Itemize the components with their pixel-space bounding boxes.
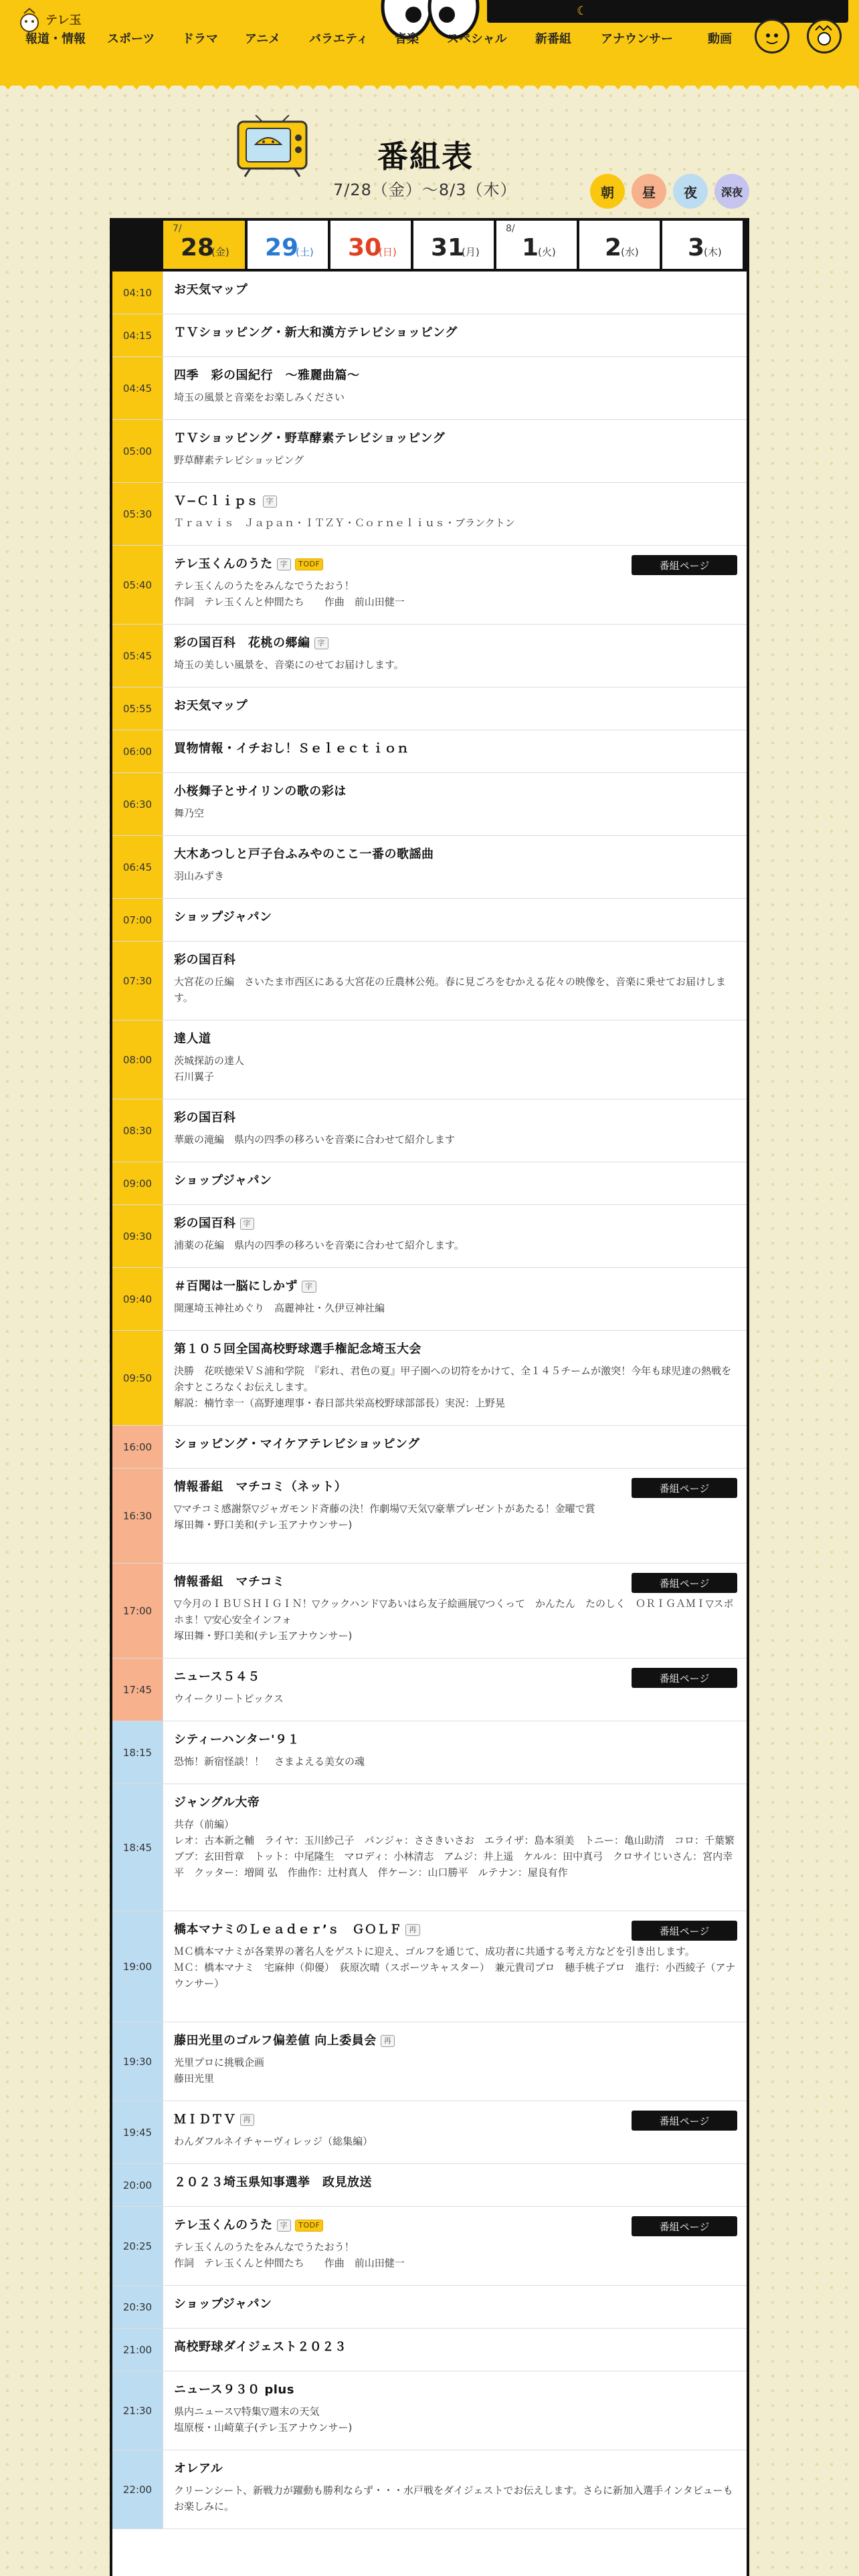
program-content (174, 2111, 737, 2149)
program-badge: 字 (240, 1218, 255, 1230)
program-content (174, 324, 737, 342)
program-row (112, 942, 747, 1021)
program-description: 埼玉の美しい風景を、音楽にのせてお届けします。 (174, 659, 404, 671)
program-title-text: テレ玉くんのうた (174, 2218, 273, 2232)
program-time: 21:00 (112, 2329, 163, 2371)
program-row (112, 2022, 747, 2101)
program-time: 20:30 (112, 2286, 163, 2328)
program-row (112, 2286, 747, 2329)
program-time: 05:30 (112, 483, 163, 545)
program-badge: 字 (277, 2220, 292, 2232)
program-title[interactable] (174, 634, 737, 653)
program-title-text: 彩の国百科 (174, 1216, 236, 1230)
program-content (174, 366, 737, 405)
date-range: 7/28（金）〜8/3（木） (333, 181, 517, 199)
nav-news[interactable]: 報道・情報 (25, 32, 86, 46)
program-time: 21:30 (112, 2371, 163, 2450)
program-description: 埼玉の風景と音楽をお楽しみください (174, 391, 345, 403)
date-tab-day: 31 (431, 234, 465, 261)
program-content (174, 555, 737, 610)
date-tab[interactable] (579, 221, 660, 269)
program-description: 県内ニュース▽特集▽週末の天気 塩原桜・山崎菓子(テレ玉アナウンサー) (174, 2405, 353, 2434)
program-badge: 字 (277, 558, 292, 570)
program-description: 共存（前編） レオ：古本新之輔 ライヤ：玉川紗己子 パンジャ：ささきいさお エライザ：島本須美 トニー：亀山助清 コロ：千葉繁 ブブ：玄田哲章 トット：中尾隆生 マロディ：小林清志 アムジ：井上遥 ケルル：田中真弓 クロサイじいさん：宮内幸平 クッター：増岡 弘 作曲作：辻村真人 伴ケーン：山口勝平 ルテナン：屋良有作 (174, 1818, 735, 1879)
program-content (174, 1214, 737, 1253)
program-content (174, 1731, 737, 1769)
date-tab[interactable] (248, 221, 328, 269)
page-title: 番組表 (377, 138, 474, 175)
program-title-text: ニュース５４５ (174, 1670, 260, 1684)
program-title[interactable] (174, 1794, 737, 1812)
program-time: 06:00 (112, 730, 163, 772)
date-tab-day: 30 (348, 234, 382, 261)
program-title[interactable] (174, 429, 737, 448)
program-time: 05:00 (112, 420, 163, 482)
program-title[interactable] (174, 1172, 737, 1190)
program-title[interactable] (174, 697, 737, 716)
program-description: わんダフルネイチャーヴィレッジ（総集編） (174, 2135, 373, 2147)
nav-special[interactable]: スペシャル (447, 32, 507, 46)
date-tab-day: 28 (181, 234, 215, 261)
program-title[interactable] (174, 1731, 737, 1749)
program-row (112, 1021, 747, 1099)
program-title-text: ショップジャパン (174, 2297, 272, 2311)
program-time: 16:30 (112, 1469, 163, 1563)
morning-button[interactable]: 朝 (590, 174, 625, 209)
program-title-text: お天気マップ (174, 283, 248, 297)
afternoon-button[interactable]: 昼 (632, 174, 666, 209)
nav-sports[interactable]: スポーツ (107, 32, 155, 46)
program-content (174, 2032, 737, 2086)
program-badge: TODF (295, 2220, 323, 2232)
program-description: 野草酵素テレビショッピング (174, 454, 304, 466)
program-title[interactable] (174, 1277, 737, 1296)
nav-announcer[interactable]: アナウンサー (601, 32, 673, 46)
program-title-text: Ｖ−Ｃｌｉｐｓ (174, 494, 259, 508)
program-row (112, 1469, 747, 1564)
program-time: 20:25 (112, 2207, 163, 2285)
program-description: 光里プロに挑戦企画 藤田光里 (174, 2056, 265, 2084)
program-time: 06:45 (112, 836, 163, 898)
program-title[interactable] (174, 2295, 737, 2314)
program-title-text: 大木あつしと戸子台ふみやのここ一番の歌謡曲 (174, 847, 434, 861)
program-row (112, 1658, 747, 1721)
program-time: 09:40 (112, 1268, 163, 1330)
mascot-icon[interactable] (755, 19, 789, 53)
nav-drama[interactable]: ドラマ (182, 32, 218, 46)
program-badge: 字 (302, 1281, 316, 1293)
date-tab-day: 29 (265, 234, 299, 261)
program-time: 18:15 (112, 1721, 163, 1784)
program-row (112, 1162, 747, 1205)
program-title[interactable] (174, 740, 737, 758)
program-title-text: 彩の国百科 花桃の郷編 (174, 636, 310, 650)
program-row (112, 730, 747, 773)
program-row (112, 1099, 747, 1162)
program-content (174, 429, 737, 468)
program-time: 22:00 (112, 2450, 163, 2529)
program-title[interactable] (174, 2173, 737, 2192)
program-description: 茨城探訪の達人 石川翼子 (174, 1055, 245, 1083)
program-title[interactable] (174, 1214, 737, 1233)
program-page-button[interactable]: 番組ページ (632, 2216, 737, 2236)
program-title[interactable] (174, 1435, 737, 1454)
moon-icon: ☾ (577, 4, 588, 18)
program-title[interactable] (174, 951, 737, 970)
program-row (112, 836, 747, 899)
program-time: 19:00 (112, 1911, 163, 2022)
program-row (112, 2207, 747, 2286)
program-badge: 再 (240, 2114, 255, 2126)
program-title-text: 高校野球ダイジェスト２０２３ (174, 2340, 347, 2354)
program-description: ▽今月のＩＢＵＳＨＩＧＩＮ！▽クックハンド▽あいはら友子絵画展▽つくって かんたん たのしく ＯＲＩＧＡＭＩ▽スポホま！▽安心安全インフォ 塚田舞・野口美和(テレ玉アナウンサー) (174, 1598, 734, 1642)
site-header (0, 0, 859, 86)
program-title-text: テレ玉くんのうた (174, 557, 273, 571)
program-row (112, 2329, 747, 2371)
program-description: ＭＣ橋本マナミが各業界の著名人をゲストに迎え、ゴルフを通じて、成功者に共通する考え方などを引き出します。 ＭＣ：橋本マナミ 宅麻伸（仰優） 荻原次晴（スポーツキャスター） 兼元貴司プロ 穂手桃子プロ 進行：小西綾子（アナウンサー） (174, 1945, 736, 1990)
program-time: 05:55 (112, 687, 163, 730)
program-row (112, 1331, 747, 1426)
program-content (174, 740, 737, 758)
program-title-text: ショッピング・マイケアテレビショッピング (174, 1437, 420, 1451)
logo-text[interactable]: テレ玉 (45, 13, 82, 27)
date-tab-day: 2 (605, 234, 622, 261)
program-row (112, 314, 747, 357)
date-tab-weekday: (土) (296, 246, 314, 258)
program-title-text: 小桜舞子とサイリンの歌の彩は (174, 784, 347, 798)
program-row (112, 272, 747, 314)
program-content (174, 2173, 737, 2192)
program-page-button[interactable]: 番組ページ (632, 1668, 737, 1688)
program-row (112, 773, 747, 836)
program-title-text: 橋本マナミのＬｅａｄｅｒ’ｓ ＧＯＬＦ (174, 1923, 402, 1937)
program-content (174, 1478, 737, 1533)
program-content (174, 1668, 737, 1707)
program-title-text: ＭＩＤＴＶ (174, 2113, 236, 2127)
program-title-text: 四季 彩の国紀行 〜雅麗曲篇〜 (174, 368, 360, 383)
header-zigzag-border (0, 80, 859, 94)
program-row (112, 899, 747, 942)
program-title-text: ジャングル大帝 (174, 1796, 260, 1810)
program-title-text: 達人道 (174, 1032, 211, 1046)
program-title[interactable] (174, 492, 737, 511)
program-title-text: お天気マップ (174, 699, 248, 713)
program-content (174, 2381, 737, 2436)
program-content (174, 1030, 737, 1085)
program-row (112, 1268, 747, 1331)
nav-new-programs[interactable]: 新番組 (535, 32, 571, 46)
date-tab-weekday: (火) (538, 246, 556, 258)
nav-video[interactable]: 動画 (708, 32, 732, 46)
program-title-text: ＃百聞は一脳にしかず (174, 1279, 298, 1293)
date-tab[interactable] (496, 221, 577, 269)
date-tabs (110, 218, 749, 272)
program-title[interactable] (174, 2338, 737, 2357)
program-title[interactable] (174, 366, 737, 385)
program-description: Ｔｒａｖｉｓ Ｊａｐａｎ・ＩＴＺＹ・Ｃｏｒｎｅｌｉｕｓ・ブランクトン (174, 517, 515, 529)
program-title-text: 情報番組 マチコミ（ネット） (174, 1480, 347, 1494)
program-time: 07:30 (112, 942, 163, 1020)
program-description: 華厳の滝編 県内の四季の移ろいを音楽に合わせて紹介します (174, 1134, 456, 1146)
program-time: 20:00 (112, 2164, 163, 2206)
program-title-text: シティーハンター'９１ (174, 1733, 300, 1747)
program-title-text: ショップジャパン (174, 910, 272, 924)
program-schedule (110, 272, 749, 2576)
program-title[interactable] (174, 782, 737, 801)
program-content (174, 1573, 737, 1644)
date-tab[interactable] (413, 221, 494, 269)
program-description: 浦薬の花編 県内の四季の移ろいを音楽に合わせて紹介します。 (174, 1239, 464, 1251)
program-time: 09:00 (112, 1162, 163, 1204)
program-row (112, 546, 747, 625)
program-page-button[interactable]: 番組ページ (632, 1573, 737, 1593)
program-title-text: 情報番組 マチコミ (174, 1575, 285, 1589)
program-time: 04:10 (112, 272, 163, 314)
date-tab-weekday: (日) (379, 246, 397, 258)
program-row (112, 625, 747, 687)
late-night-button[interactable]: 深夜 (714, 174, 749, 209)
program-row (112, 687, 747, 730)
program-row (112, 1911, 747, 2022)
program-title[interactable] (174, 2381, 737, 2399)
program-time: 19:30 (112, 2022, 163, 2101)
program-badge: 字 (314, 637, 329, 649)
date-tab-month: 8/ (506, 223, 515, 234)
date-tab-day: 1 (522, 234, 539, 261)
program-title[interactable] (174, 908, 737, 927)
night-button[interactable]: 夜 (673, 174, 708, 209)
program-time: 04:15 (112, 314, 163, 356)
program-title-text: 彩の国百科 (174, 1111, 236, 1125)
program-row (112, 2101, 747, 2164)
program-content (174, 1794, 737, 1881)
date-tab[interactable] (163, 221, 245, 269)
program-content (174, 2216, 737, 2271)
program-content (174, 951, 737, 1006)
program-row (112, 357, 747, 420)
program-content (174, 281, 737, 300)
program-title[interactable] (174, 281, 737, 300)
program-title[interactable] (174, 1030, 737, 1049)
mascot-alt-icon[interactable] (807, 19, 842, 53)
program-title[interactable] (174, 2032, 737, 2050)
program-row (112, 2164, 747, 2207)
program-time: 18:45 (112, 1784, 163, 1911)
tv-mascot-icon (235, 115, 309, 178)
program-title-text: 藤田光里のゴルフ偏差値 向上委員会 (174, 2034, 377, 2048)
program-content (174, 1921, 737, 1992)
program-page-button[interactable]: 番組ページ (632, 555, 737, 575)
program-row (112, 1564, 747, 1658)
program-row (112, 1426, 747, 1469)
program-content (174, 492, 737, 531)
program-badge: TODF (295, 558, 323, 570)
program-description: 決勝 花咲徳栄ＶＳ浦和学院 『彩れ、君色の夏』甲子園への切符をかけて、全１４５チームが激突！今年も球児達の熱戦を余すところなくお伝えします。 解説：楠竹幸一（高野連理事・春日部共栄高校野球部部長）実況：上野晃 (174, 1365, 732, 1409)
program-content (174, 2338, 737, 2357)
program-time: 08:30 (112, 1099, 163, 1162)
program-content (174, 2460, 737, 2514)
program-content (174, 782, 737, 821)
date-tab-day: 3 (688, 234, 705, 261)
program-time: 05:40 (112, 546, 163, 624)
program-title-text: ２０２３埼玉県知事選挙 政見放送 (174, 2175, 372, 2189)
program-content (174, 1435, 737, 1454)
program-description: クリーンシート、新戦力が躍動も勝利ならず・・・水戸戦をダイジェストでお伝えします。さらに新加入選手インタビューもお楽しみに。 (174, 2484, 733, 2512)
program-title[interactable] (174, 1340, 737, 1359)
program-description: 恐怖！新宿怪談！！ さまよえる美女の魂 (174, 1755, 365, 1767)
program-time: 17:00 (112, 1564, 163, 1658)
program-title-text: 彩の国百科 (174, 953, 236, 967)
program-title[interactable] (174, 845, 737, 864)
program-title-text: ＴＶショッピング・野草酵素テレビショッピング (174, 431, 446, 445)
program-content (174, 2295, 737, 2314)
date-tab-weekday: (月) (462, 246, 480, 258)
program-time: 06:30 (112, 773, 163, 835)
program-title-text: ＴＶショッピング・新大和漢方テレビショッピング (174, 326, 458, 340)
program-row (112, 420, 747, 483)
program-time: 04:45 (112, 357, 163, 419)
program-description: 開運埼玉神社めぐり 高麗神社・久伊豆神社編 (174, 1302, 385, 1314)
program-description: テレ玉くんのうたをみんなでうたおう！ 作詞 テレ玉くんと仲間たち 作曲 前山田健一 (174, 2241, 405, 2269)
program-row (112, 1721, 747, 1784)
program-content (174, 1277, 737, 1316)
program-page-button[interactable]: 番組ページ (632, 1921, 737, 1941)
program-time: 17:45 (112, 1658, 163, 1721)
program-badge: 字 (263, 496, 278, 508)
top-bar (487, 0, 848, 23)
program-description: ▽マチコミ感謝祭▽ジャガモンド斉藤の決！作劇場▽天気▽豪華プレゼントがあたる！金曜で賞 塚田舞・野口美和(テレ玉アナウンサー) (174, 1503, 595, 1531)
date-tab[interactable] (330, 221, 411, 269)
program-title-text: 第１０５回全国高校野球選手権記念埼玉大会 (174, 1342, 421, 1356)
program-title[interactable] (174, 2460, 737, 2478)
program-page-button[interactable]: 番組ページ (632, 1478, 737, 1498)
program-row (112, 1205, 747, 1268)
program-content (174, 845, 737, 884)
program-time: 16:00 (112, 1426, 163, 1468)
program-description: ウイークリートピックス (174, 1693, 284, 1705)
date-tab-weekday: (水) (621, 246, 639, 258)
program-time: 19:45 (112, 2101, 163, 2163)
program-description: 羽山みずき (174, 870, 225, 882)
program-content (174, 1340, 737, 1411)
program-content (174, 1172, 737, 1190)
program-title-text: オレアル (174, 2462, 223, 2476)
program-content (174, 1109, 737, 1148)
program-content (174, 634, 737, 673)
program-title-text: 買物情報・イチおし！Ｓｅｌｅｃｔｉｏｎ (174, 742, 409, 756)
program-description: テレ玉くんのうたをみんなでうたおう！ 作詞 テレ玉くんと仲間たち 作曲 前山田健一 (174, 580, 405, 608)
program-time: 07:00 (112, 899, 163, 941)
program-description: 大宮花の丘編 さいたま市西区にある大宮花の丘農林公苑。春に見ごろをむかえる花々の映像を、音楽に乗せてお届けします。 (174, 976, 727, 1004)
program-title-text: ショップジャパン (174, 1174, 272, 1188)
program-row (112, 483, 747, 546)
program-page-button[interactable]: 番組ページ (632, 2111, 737, 2131)
program-time: 05:45 (112, 625, 163, 687)
program-time: 09:30 (112, 1205, 163, 1267)
program-content (174, 697, 737, 716)
program-badge: 再 (405, 1924, 420, 1936)
program-row (112, 2371, 747, 2450)
program-badge: 再 (381, 2035, 395, 2047)
program-title-text: ニュース９３０ plus (174, 2383, 294, 2397)
program-content (174, 908, 737, 927)
program-description: 舞乃空 (174, 807, 205, 819)
nav-anime[interactable]: アニメ (245, 32, 281, 46)
program-title[interactable] (174, 1109, 737, 1128)
date-tab-month: 7/ (173, 223, 182, 234)
nav-variety[interactable]: バラエティ (309, 32, 369, 46)
date-tab[interactable] (662, 221, 743, 269)
date-tab-weekday: (木) (704, 246, 722, 258)
program-time: 08:00 (112, 1021, 163, 1099)
program-title[interactable] (174, 324, 737, 342)
program-row (112, 1784, 747, 1911)
program-row (112, 2450, 747, 2529)
nav-music[interactable]: 音楽 (395, 32, 419, 46)
date-tab-weekday: (金) (211, 246, 229, 258)
program-time: 09:50 (112, 1331, 163, 1425)
